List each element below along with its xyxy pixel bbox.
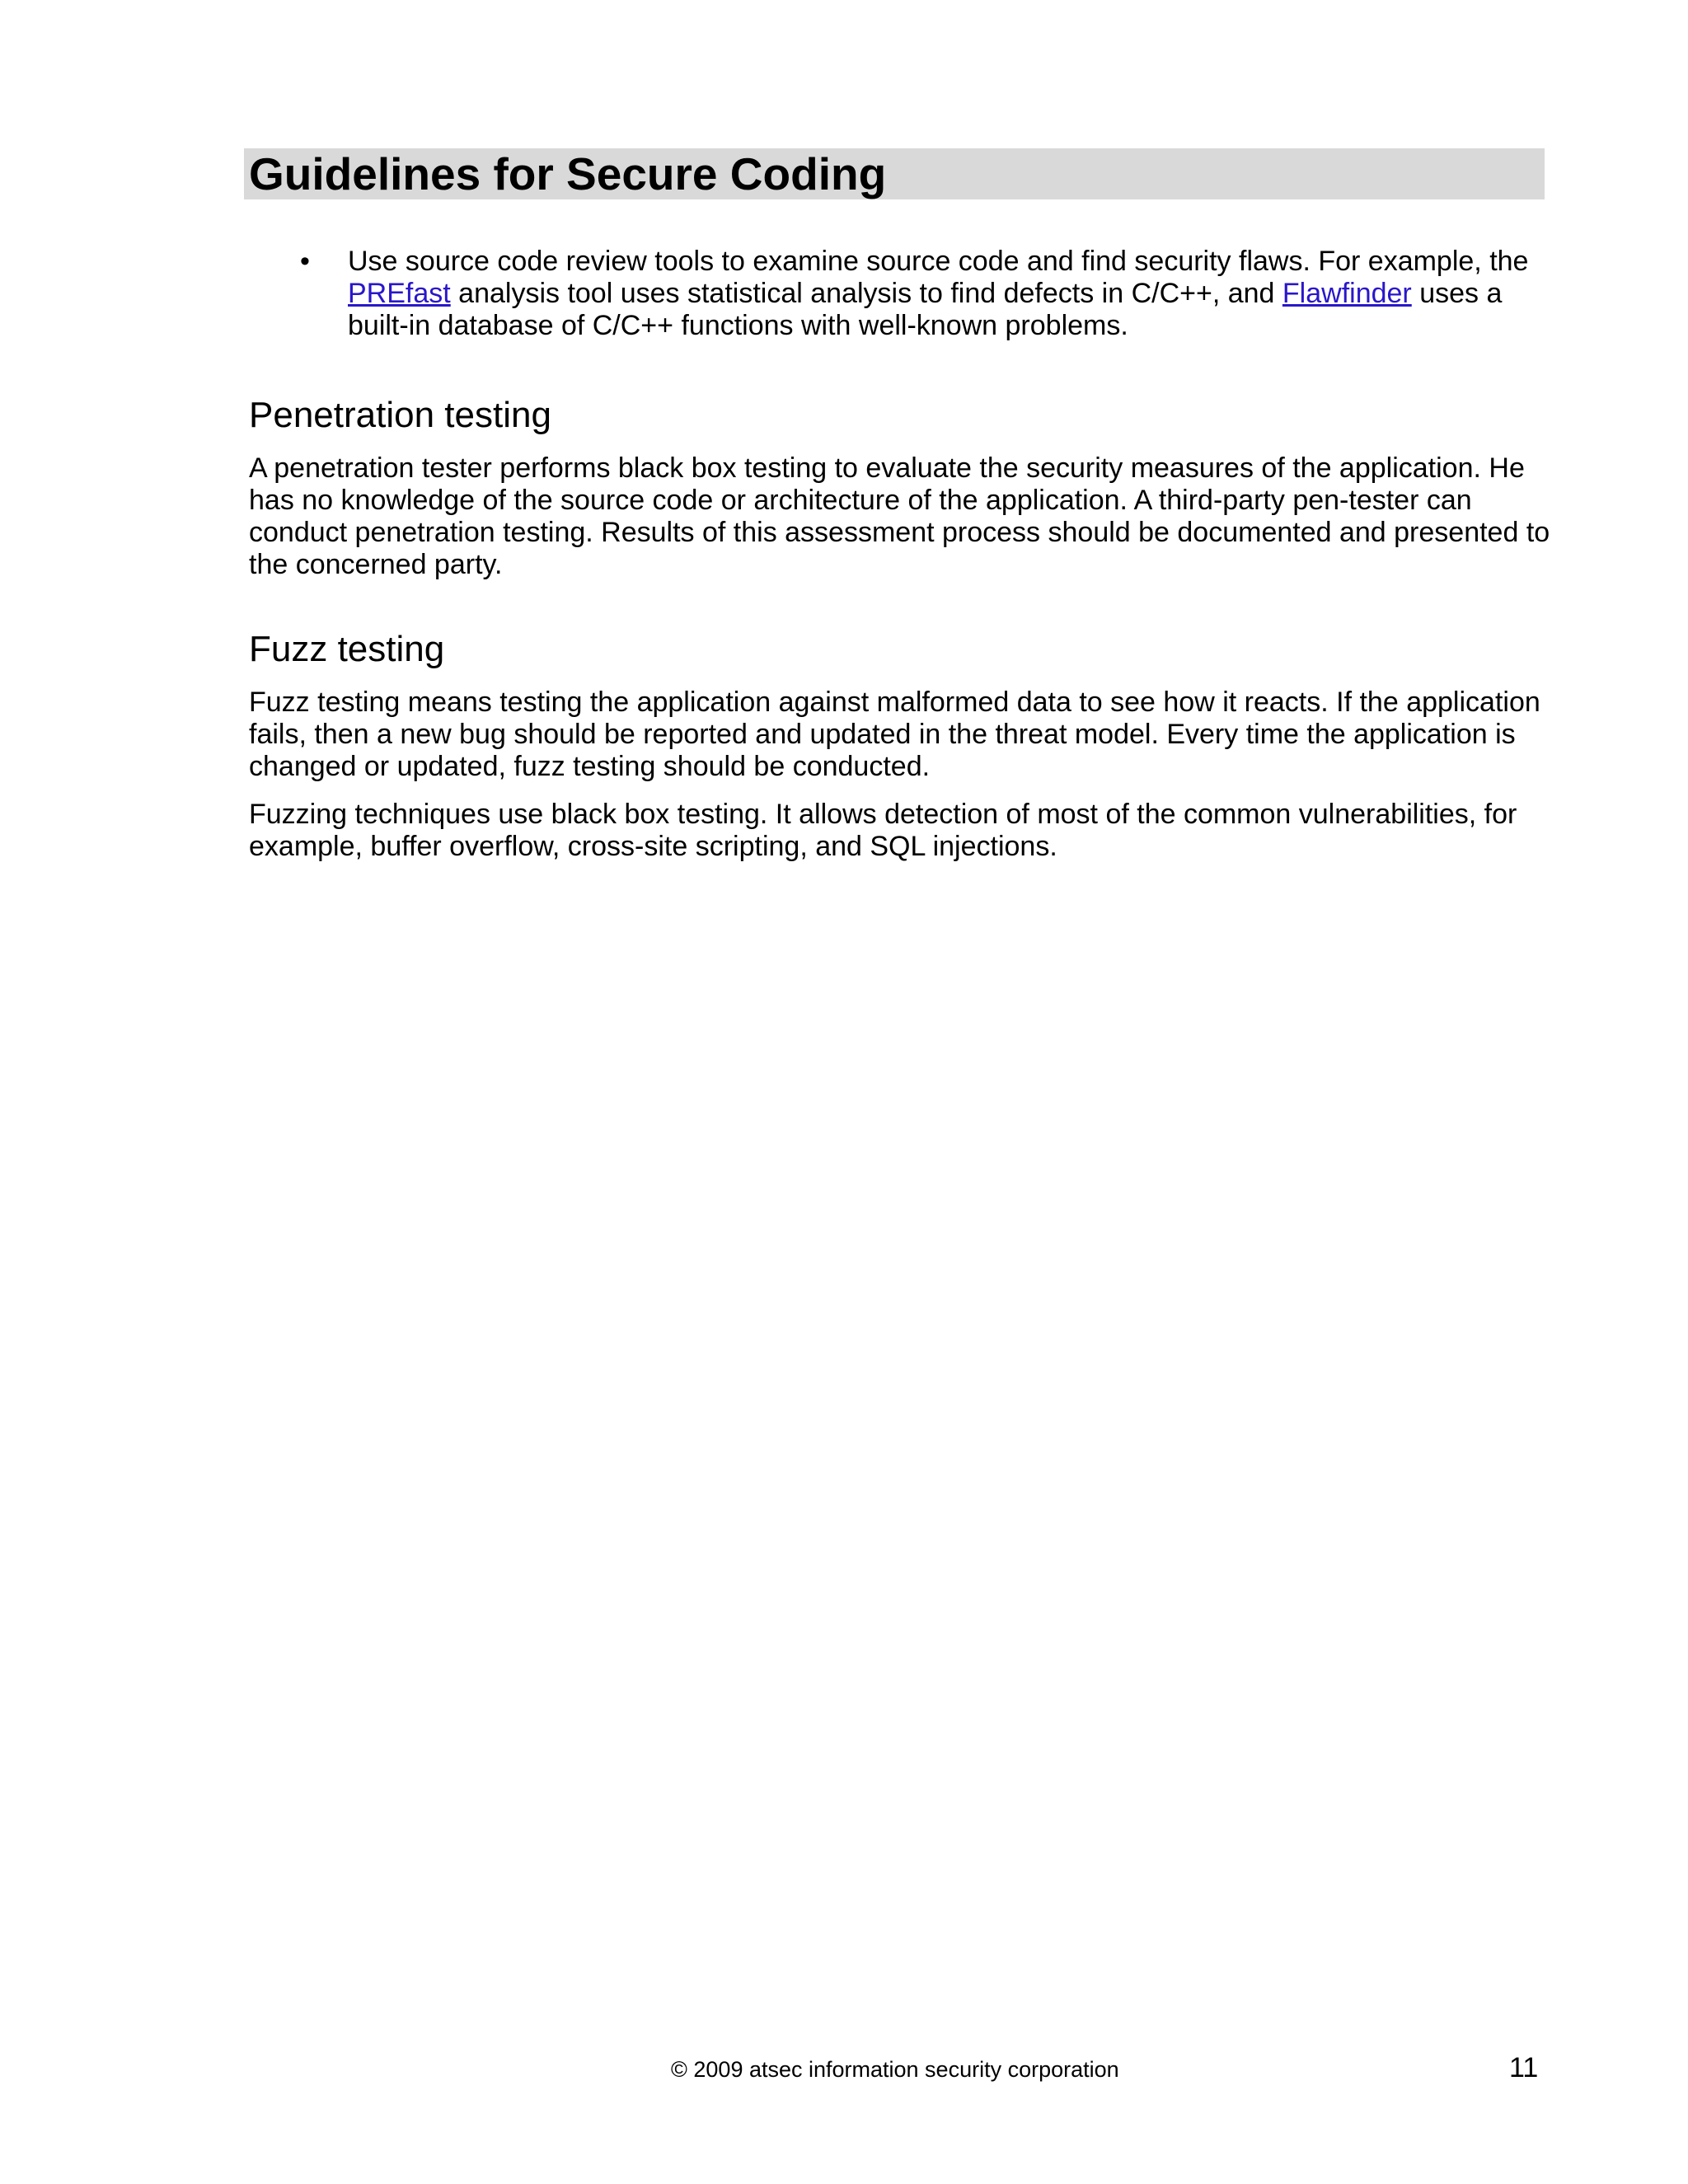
prefast-link[interactable]: PREfast — [348, 278, 451, 309]
section-heading-fuzz-testing: Fuzz testing — [249, 629, 445, 669]
page-title: Guidelines for Secure Coding — [249, 148, 887, 199]
bullet-text: Use source code review tools to examine source code and find security flaws. For example, the — [348, 246, 1529, 277]
list-item — [249, 246, 1551, 342]
bullet-marker: • — [300, 246, 310, 277]
flawfinder-link[interactable]: Flawfinder — [1282, 278, 1412, 309]
page-number: 11 — [1509, 2052, 1539, 2083]
paragraph-fuzz-testing-2: Fuzzing techniques use black box testing. It allows detection of most of the common vulnerabilities, for example, buffer overflow, cross-site scripting, and SQL injections. — [249, 799, 1517, 862]
paragraph-fuzz-testing-1: Fuzz testing means testing the application against malformed data to see how it reacts. If the application fails, then a new bug should be reported and updated in the threat model. Every time the application is changed or updated, fuzz testing should be conducted. — [249, 687, 1540, 782]
bullet-text: uses a built-in database of C/C++ functions with well-known problems. — [348, 278, 1503, 341]
bullet-text: analysis tool uses statistical analysis to find defects in C/C++, and — [450, 278, 1282, 309]
section-heading-penetration-testing: Penetration testing — [249, 395, 551, 435]
footer-copyright: © 2009 atsec information security corporation — [671, 2057, 1119, 2082]
bullet-list — [249, 246, 1551, 342]
paragraph-penetration-testing: A penetration tester performs black box testing to evaluate the security measures of the application. He has no knowledge of the source code or architecture of the application. A third-party pen-tester can conduct penetration testing. Results of this assessment process should be documented and presented to the concerned party. — [249, 452, 1550, 580]
